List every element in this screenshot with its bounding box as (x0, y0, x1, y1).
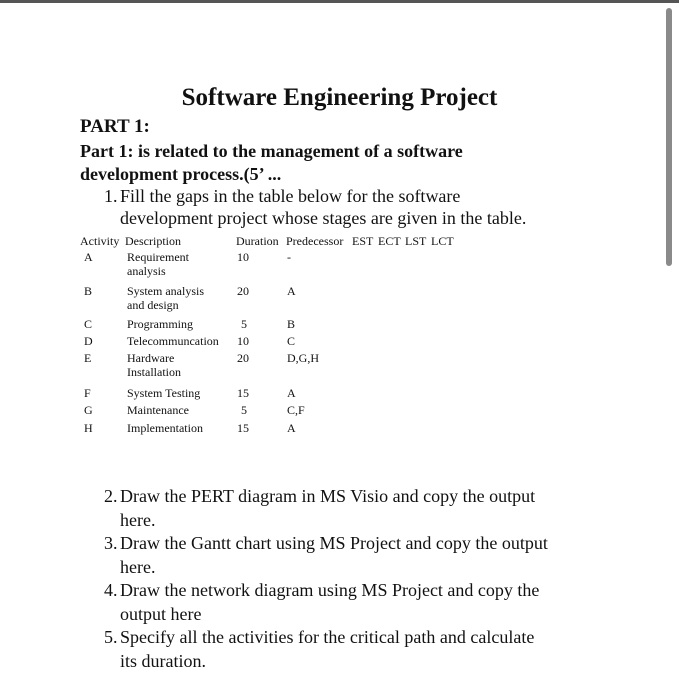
part-heading: PART 1: (80, 116, 150, 137)
question-text-line-2: here. (120, 556, 156, 577)
cell-activity: G (84, 403, 93, 417)
question-number: 3. (104, 533, 118, 553)
cell-duration: 5 (241, 317, 247, 331)
table-header-duration: Duration (236, 234, 279, 248)
cell-description: System Testing (127, 386, 201, 400)
question-text-line-1: Fill the gaps in the table below for the software (120, 186, 461, 206)
question-text-line-2: here. (120, 509, 156, 530)
question-text-line-2: its duration. (120, 650, 206, 671)
cell-description-line-1: Requirement (127, 250, 189, 264)
table-header-predecessor: Predecessor (286, 234, 344, 248)
cell-description-line-1: System analysis (127, 284, 204, 298)
cell-duration: 5 (241, 403, 247, 417)
cell-description-line-2: analysis (127, 264, 166, 278)
question-text-line-1: Draw the Gantt chart using MS Project and copy the output (120, 533, 548, 553)
cell-description: Telecommuncation (127, 334, 219, 348)
cell-activity: H (84, 421, 93, 435)
table-header-lst: LST (405, 234, 427, 248)
cell-predecessor: A (287, 284, 296, 298)
cell-predecessor: B (287, 317, 296, 331)
cell-predecessor: - (287, 250, 291, 264)
cell-description: Implementation (127, 421, 203, 435)
table-header-activity: Activity (80, 234, 120, 248)
cell-duration: 15 (237, 386, 249, 400)
cell-description (127, 284, 204, 312)
cell-description (127, 250, 189, 278)
top-border (0, 0, 679, 3)
question-item (104, 579, 604, 626)
table-header-lct: LCT (431, 234, 454, 248)
cell-description: Programming (127, 317, 193, 331)
vertical-scrollbar[interactable] (666, 8, 672, 266)
cell-description-line-2: Installation (127, 365, 181, 379)
cell-duration: 10 (237, 250, 249, 264)
question-text-line-2: output here (120, 603, 202, 624)
cell-activity: B (84, 284, 93, 298)
question-number: 1. (104, 186, 118, 206)
cell-activity: E (84, 351, 92, 365)
cell-activity: A (84, 250, 93, 264)
cell-activity: F (84, 386, 91, 400)
question-text-line-1: Draw the PERT diagram in MS Visio and copy the output (120, 486, 536, 506)
cell-duration: 20 (237, 351, 249, 365)
table-header-ect: ECT (378, 234, 401, 248)
cell-description: Maintenance (127, 403, 189, 417)
cell-predecessor: C (287, 334, 296, 348)
cell-description-line-1: Hardware (127, 351, 175, 365)
cell-description-line-2: and design (127, 298, 179, 312)
part-description-line-2: development process.(5’ ... (80, 164, 282, 184)
question-number: 4. (104, 580, 118, 600)
document-title: Software Engineering Project (181, 84, 498, 111)
question-number: 2. (104, 486, 118, 506)
cell-description (127, 351, 181, 379)
cell-activity: C (84, 317, 93, 331)
question-text-line-1: Draw the network diagram using MS Project and copy the (120, 580, 540, 600)
cell-predecessor: C,F (287, 403, 305, 417)
question-text-line-1: Specify all the activities for the critical path and calculate (120, 627, 535, 647)
table-header-est: EST (352, 234, 374, 248)
question-number: 5. (104, 627, 118, 647)
question-list (104, 485, 604, 673)
cell-predecessor: A (287, 421, 296, 435)
question-1 (104, 185, 526, 229)
cell-duration: 15 (237, 421, 249, 435)
question-item (104, 626, 604, 673)
question-item (104, 485, 604, 532)
question-text-line-2: development project whose stages are given in the table. (120, 208, 527, 228)
part-description (80, 140, 550, 186)
cell-predecessor: D,G,H (287, 351, 319, 365)
question-item (104, 532, 604, 579)
cell-activity: D (84, 334, 93, 348)
table-header-description: Description (125, 234, 181, 248)
cell-predecessor: A (287, 386, 296, 400)
part-description-line-1: Part 1: is related to the management of a software (80, 141, 463, 161)
cell-duration: 20 (237, 284, 249, 298)
cell-duration: 10 (237, 334, 249, 348)
